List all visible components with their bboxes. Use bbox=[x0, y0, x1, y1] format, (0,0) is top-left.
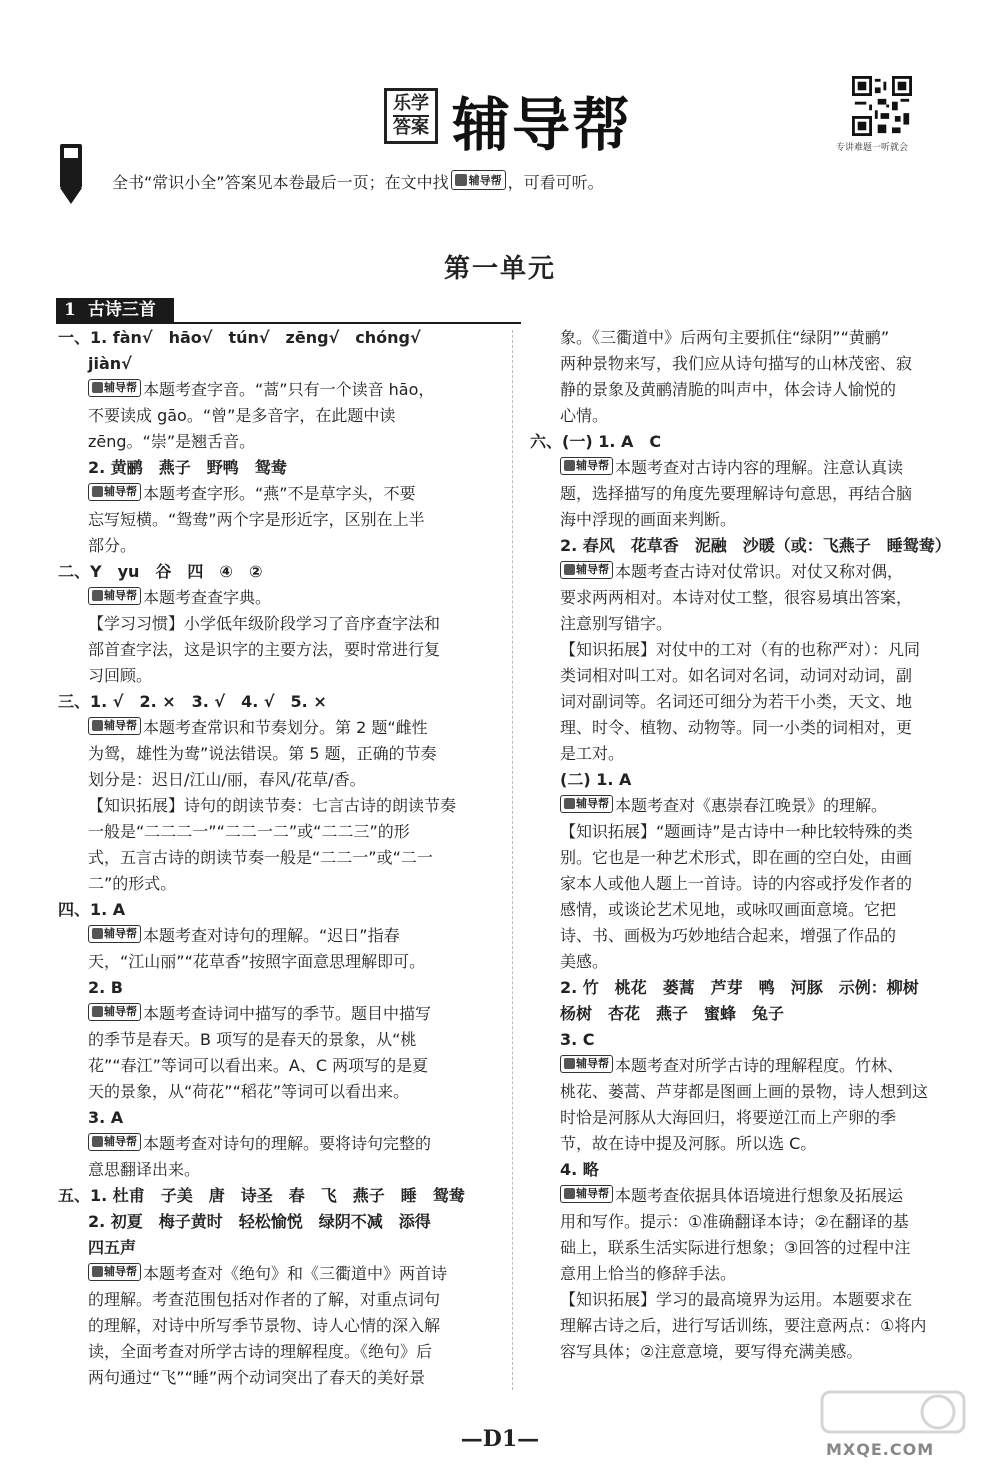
line-text: 两句通过“飞”“睡”两个动词突出了春天的美好景 bbox=[88, 1368, 426, 1387]
text-line bbox=[58, 455, 496, 481]
helper-badge-label: 辅导帮 bbox=[104, 484, 137, 498]
line-text: 一、1. fàn√ hāo√ tún√ zēng√ chóng√ bbox=[58, 328, 421, 347]
text-line bbox=[530, 715, 970, 741]
line-text: 类词相对叫工对。如名词对名词，动词对动词，副 bbox=[560, 666, 913, 685]
line-text: 【学习习惯】小学低年级阶段学习了音序查字法和 bbox=[88, 614, 441, 633]
line-text: 天，“江山丽”“花草香”按照字面意思理解即可。 bbox=[88, 952, 426, 971]
text-line bbox=[530, 923, 970, 949]
text-line bbox=[58, 1105, 496, 1131]
line-text: 【知识拓展】“题画诗”是古诗中一种比较特殊的类 bbox=[560, 822, 913, 841]
text-line bbox=[58, 975, 496, 1001]
text-line bbox=[530, 1183, 970, 1209]
text-line bbox=[530, 1209, 970, 1235]
text-line bbox=[530, 325, 970, 351]
line-text: 意思翻译出来。 bbox=[88, 1160, 201, 1179]
text-line bbox=[530, 975, 970, 1001]
speaker-icon bbox=[92, 720, 103, 731]
line-text: 五、1. 杜甫 子美 唐 诗圣 春 飞 燕子 睡 鸳鸯 bbox=[58, 1186, 465, 1205]
helper-badge[interactable] bbox=[560, 457, 613, 475]
line-text: 本题考查对诗句的理解。要将诗句完整的 bbox=[143, 1134, 432, 1153]
text-line bbox=[58, 819, 496, 845]
line-text: 【知识拓展】诗句的朗读节奏：七言古诗的朗读节奏 bbox=[88, 796, 457, 815]
text-line bbox=[58, 325, 496, 351]
text-line bbox=[530, 897, 970, 923]
text-line bbox=[58, 1079, 496, 1105]
line-text: 三、1. √ 2. × 3. √ 4. √ 5. × bbox=[58, 692, 327, 711]
text-line bbox=[58, 871, 496, 897]
line-text: 读，全面考查对所学古诗的理解程度。《绝句》后 bbox=[88, 1342, 433, 1361]
line-text: 二、Y yu 谷 四 ④ ② bbox=[58, 562, 263, 581]
helper-badge[interactable] bbox=[560, 561, 613, 579]
helper-badge-label: 辅导帮 bbox=[104, 926, 137, 940]
line-text: 题，选择描写的角度先要理解诗句意思，再结合脑 bbox=[560, 484, 913, 503]
helper-badge[interactable] bbox=[560, 1055, 613, 1073]
line-text: 2. 初夏 梅子黄时 轻松愉悦 绿阴不减 添得 bbox=[88, 1212, 431, 1231]
helper-badge-label: 辅导帮 bbox=[576, 562, 609, 576]
text-line bbox=[58, 1157, 496, 1183]
line-text: 理、时令、植物、动物等。同一小类的词相对，更 bbox=[560, 718, 913, 737]
line-text: 是工对。 bbox=[560, 744, 625, 763]
helper-badge-label: 辅导帮 bbox=[104, 1134, 137, 1148]
text-line bbox=[530, 403, 970, 429]
text-line bbox=[58, 923, 496, 949]
helper-badge-label: 辅导帮 bbox=[576, 1186, 609, 1200]
line-text: 象。《三衢道中》后两句主要抓住“绿阴”“黄鹂” bbox=[560, 328, 890, 347]
text-line bbox=[58, 429, 496, 455]
line-text: 家本人或他人题上一首诗。诗的内容或抒发作者的 bbox=[560, 874, 913, 893]
text-line bbox=[530, 1313, 970, 1339]
speaker-icon bbox=[92, 928, 103, 939]
brand-logo bbox=[384, 88, 438, 144]
line-text: 注意别写错字。 bbox=[560, 614, 673, 633]
pencil-icon bbox=[56, 140, 86, 206]
line-text: 础上，联系生活实际进行想象；③回答的过程中注 bbox=[560, 1238, 911, 1257]
text-line bbox=[530, 1053, 970, 1079]
line-text: 的理解，对诗中所写季节景物、诗人心情的深入解 bbox=[88, 1316, 441, 1335]
line-text: (二) 1. A bbox=[560, 770, 632, 789]
line-text: 时恰是河豚从大海回归，将要逆江而上产卵的季 bbox=[560, 1108, 897, 1127]
line-text: 本题考查对古诗内容的理解。注意认真读 bbox=[615, 458, 904, 477]
line-text: 为鸳，雄性为鸯”说法错误。第 5 题，正确的节奏 bbox=[88, 744, 437, 763]
speaker-icon bbox=[92, 1006, 103, 1017]
text-line bbox=[58, 481, 496, 507]
line-text: 节，故在诗中提及河豚。所以选 C。 bbox=[560, 1134, 817, 1153]
helper-badge[interactable] bbox=[88, 587, 141, 605]
text-line bbox=[58, 663, 496, 689]
helper-badge[interactable] bbox=[451, 170, 506, 190]
speaker-icon bbox=[92, 486, 103, 497]
line-text: jiàn√ bbox=[88, 354, 132, 373]
helper-badge-label: 辅导帮 bbox=[468, 174, 502, 187]
line-text: 要求两两相对。本诗对仗工整，很容易填出答案， bbox=[560, 588, 913, 607]
speaker-icon bbox=[92, 1266, 103, 1277]
text-line bbox=[58, 611, 496, 637]
notice-text-before: 全书“常识小全”答案见本卷最后一页；在文中找 bbox=[112, 173, 449, 192]
text-line bbox=[58, 559, 496, 585]
line-text: 本题考查诗词中描写的季节。题目中描写 bbox=[143, 1004, 432, 1023]
text-line bbox=[530, 663, 970, 689]
line-text: 3. A bbox=[88, 1108, 124, 1127]
page-title: 辅导帮 bbox=[452, 91, 633, 159]
text-line bbox=[530, 1027, 970, 1053]
text-line bbox=[530, 1235, 970, 1261]
line-text: 【知识拓展】学习的最高境界为运用。本题要求在 bbox=[560, 1290, 913, 1309]
line-text: 诗、书、画极为巧妙地结合起来，增强了作品的 bbox=[560, 926, 897, 945]
left-column bbox=[58, 325, 496, 1391]
line-text: 静的景象及黄鹂清脆的叫声中，体会诗人愉悦的 bbox=[560, 380, 897, 399]
line-text: 别。它也是一种艺术形式，即在画的空白处，由画 bbox=[560, 848, 913, 867]
helper-badge-label: 辅导帮 bbox=[104, 1004, 137, 1018]
text-line bbox=[58, 715, 496, 741]
text-line bbox=[58, 1053, 496, 1079]
qr-code-icon[interactable] bbox=[852, 76, 912, 136]
helper-badge[interactable] bbox=[560, 1185, 613, 1203]
text-line bbox=[530, 1287, 970, 1313]
text-line bbox=[58, 1209, 496, 1235]
line-text: 容写具体；②注意意境，要写得充满美感。 bbox=[560, 1342, 863, 1361]
text-line bbox=[530, 351, 970, 377]
line-text: 2. 竹 桃花 蒌蒿 芦芽 鸭 河豚 示例：柳树 bbox=[560, 978, 919, 997]
text-line bbox=[58, 845, 496, 871]
line-text: 3. C bbox=[560, 1030, 595, 1049]
text-line bbox=[58, 1001, 496, 1027]
text-line bbox=[58, 949, 496, 975]
text-line bbox=[530, 689, 970, 715]
line-text: 两种景物来写，我们应从诗句描写的山林茂密、寂 bbox=[560, 354, 913, 373]
text-line bbox=[58, 1235, 496, 1261]
page-number: —D1— bbox=[460, 1426, 540, 1452]
helper-badge[interactable] bbox=[88, 483, 141, 501]
helper-badge[interactable] bbox=[88, 925, 141, 943]
line-text: 词对副词等。名词还可细分为若干小类，天文、地 bbox=[560, 692, 913, 711]
text-line bbox=[530, 767, 970, 793]
speaker-icon bbox=[564, 1058, 575, 1069]
line-text: 一般是“二二二一”“二二一二”或“二二三”的形 bbox=[88, 822, 410, 841]
line-text: 划分是：迟日/江山/丽，春风/花草/香。 bbox=[88, 770, 366, 789]
text-line bbox=[530, 793, 970, 819]
text-line bbox=[58, 507, 496, 533]
line-text: 式，五言古诗的朗读节奏一般是“二二一”或“二一 bbox=[88, 848, 433, 867]
text-line bbox=[530, 871, 970, 897]
line-text: 2. 黄鹂 燕子 野鸭 鸳鸯 bbox=[88, 458, 287, 477]
line-text: 理解古诗之后，进行写话训练，要注意两点：①将内 bbox=[560, 1316, 927, 1335]
helper-badge-label: 辅导帮 bbox=[104, 588, 137, 602]
notice-line bbox=[112, 170, 604, 193]
line-text: 【知识拓展】对仗中的工对（有的也称严对）：凡同 bbox=[560, 640, 921, 659]
text-line bbox=[530, 845, 970, 871]
text-line bbox=[58, 1183, 496, 1209]
text-line bbox=[530, 429, 970, 455]
logo-top-text: 乐学 bbox=[393, 93, 429, 114]
line-text: 六、(一) 1. A C bbox=[530, 432, 662, 451]
line-text: 本题考查字音。“蒿”只有一个读音 hāo， bbox=[143, 380, 435, 399]
speaker-icon bbox=[564, 798, 575, 809]
text-line bbox=[58, 741, 496, 767]
watermark-text: MXQE.COM bbox=[826, 1440, 935, 1459]
text-line bbox=[58, 793, 496, 819]
text-line bbox=[530, 1131, 970, 1157]
text-line bbox=[58, 1287, 496, 1313]
line-text: 4. 略 bbox=[560, 1160, 599, 1179]
text-line bbox=[530, 377, 970, 403]
text-line bbox=[58, 533, 496, 559]
text-line bbox=[58, 1131, 496, 1157]
text-line bbox=[58, 767, 496, 793]
lesson-title: 古诗三首 bbox=[87, 300, 156, 320]
line-text: 二”的形式。 bbox=[88, 874, 177, 893]
text-line bbox=[530, 1339, 970, 1365]
line-text: 忘写短横。“鸳鸯”两个字是形近字，区别在上半 bbox=[88, 510, 425, 529]
helper-badge-label: 辅导帮 bbox=[576, 796, 609, 810]
speaker-icon bbox=[564, 1188, 575, 1199]
line-text: 的季节是春天。B 项写的是春天的景象，从“桃 bbox=[88, 1030, 417, 1049]
text-line bbox=[530, 455, 970, 481]
line-text: 本题考查对所学古诗的理解程度。竹林、 bbox=[615, 1056, 904, 1075]
speaker-icon bbox=[92, 590, 103, 601]
line-text: 本题考查查字典。 bbox=[143, 588, 272, 607]
text-line bbox=[530, 1261, 970, 1287]
helper-badge-label: 辅导帮 bbox=[104, 1264, 137, 1278]
line-text: 天的景象，从“荷花”“稻花”等词可以看出来。 bbox=[88, 1082, 410, 1101]
text-line bbox=[530, 559, 970, 585]
helper-badge-label: 辅导帮 bbox=[104, 718, 137, 732]
line-text: 2. B bbox=[88, 978, 123, 997]
line-text: 用和写作。提示：①准确翻译本诗；②在翻译的基 bbox=[560, 1212, 909, 1231]
helper-badge[interactable] bbox=[88, 1003, 141, 1021]
text-line bbox=[530, 533, 970, 559]
line-text: 本题考查对《绝句》和《三衢道中》两首诗 bbox=[143, 1264, 448, 1283]
line-text: 四、1. A bbox=[58, 900, 126, 919]
unit-title: 第一单元 bbox=[443, 254, 556, 284]
line-text: 四五声 bbox=[88, 1238, 137, 1257]
speaker-icon bbox=[564, 564, 575, 575]
helper-badge[interactable] bbox=[88, 1263, 141, 1281]
right-column bbox=[530, 325, 970, 1365]
speaker-icon bbox=[455, 174, 467, 186]
text-line bbox=[58, 1313, 496, 1339]
text-line bbox=[58, 351, 496, 377]
helper-badge-label: 辅导帮 bbox=[576, 1056, 609, 1070]
text-line bbox=[58, 689, 496, 715]
text-line bbox=[530, 1001, 970, 1027]
lesson-heading bbox=[56, 298, 174, 322]
text-line bbox=[530, 1157, 970, 1183]
qr-caption: 专讲难题一听就会 bbox=[836, 143, 909, 153]
text-line bbox=[530, 949, 970, 975]
helper-badge-label: 辅导帮 bbox=[104, 380, 137, 394]
line-text: 意用上恰当的修辞手法。 bbox=[560, 1264, 737, 1283]
text-line bbox=[58, 377, 496, 403]
line-text: 部首查字法，这是识字的主要方法，要时常进行复 bbox=[88, 640, 441, 659]
text-line bbox=[58, 1339, 496, 1365]
text-line bbox=[530, 819, 970, 845]
line-text: 杨树 杏花 燕子 蜜蜂 兔子 bbox=[560, 1004, 785, 1023]
text-line bbox=[58, 1365, 496, 1391]
text-line bbox=[530, 1079, 970, 1105]
text-line bbox=[530, 481, 970, 507]
line-text: 本题考查古诗对仗常识。对仗又称对偶， bbox=[615, 562, 904, 581]
line-text: 不要读成 gāo。“曾”是多音字，在此题中读 bbox=[88, 406, 396, 425]
helper-badge[interactable] bbox=[88, 717, 141, 735]
text-line bbox=[530, 611, 970, 637]
text-line bbox=[530, 741, 970, 767]
line-text: 桃花、蒌蒿、芦芽都是图画上画的景物，诗人想到这 bbox=[560, 1082, 929, 1101]
text-line bbox=[58, 897, 496, 923]
helper-badge[interactable] bbox=[560, 795, 613, 813]
text-line bbox=[530, 1105, 970, 1131]
column-divider bbox=[512, 330, 514, 1390]
line-text: 本题考查字形。“燕”不是草字头，不要 bbox=[143, 484, 416, 503]
text-line bbox=[58, 403, 496, 429]
helper-badge-label: 辅导帮 bbox=[576, 458, 609, 472]
speaker-icon bbox=[92, 382, 103, 393]
speaker-icon bbox=[92, 1136, 103, 1147]
lesson-number: 1 bbox=[64, 300, 76, 320]
line-text: 习回顾。 bbox=[88, 666, 153, 685]
logo-bottom-text: 答案 bbox=[393, 117, 429, 138]
helper-badge[interactable] bbox=[88, 379, 141, 397]
line-text: 2. 春风 花草香 泥融 沙暖（或：飞燕子 睡鸳鸯） bbox=[560, 536, 951, 555]
speaker-icon bbox=[564, 460, 575, 471]
line-text: 本题考查常识和节奏划分。第 2 题“雌性 bbox=[143, 718, 428, 737]
line-text: 本题考查对《惠崇春江晚景》的理解。 bbox=[615, 796, 888, 815]
text-line bbox=[530, 585, 970, 611]
line-text: 花”“春江”等词可以看出来。A、C 两项写的是夏 bbox=[88, 1056, 429, 1075]
text-line bbox=[530, 637, 970, 663]
line-text: 海中浮现的画面来判断。 bbox=[560, 510, 737, 529]
line-text: 部分。 bbox=[88, 536, 137, 555]
text-line bbox=[58, 1261, 496, 1287]
lesson-rule bbox=[56, 322, 521, 324]
text-line bbox=[58, 637, 496, 663]
text-line bbox=[58, 1027, 496, 1053]
line-text: 感情，或谈论艺术见地，或咏叹画面意境。它把 bbox=[560, 900, 897, 919]
line-text: zēng。“崇”是翘舌音。 bbox=[88, 432, 256, 451]
notice-text-after: ，可看可听。 bbox=[507, 173, 604, 192]
line-text: 本题考查依据具体语境进行想象及拓展运 bbox=[615, 1186, 904, 1205]
text-line bbox=[58, 585, 496, 611]
text-line bbox=[530, 507, 970, 533]
line-text: 美感。 bbox=[560, 952, 609, 971]
line-text: 心情。 bbox=[560, 406, 609, 425]
line-text: 的理解。考查范围包括对作者的了解，对重点词句 bbox=[88, 1290, 441, 1309]
line-text: 本题考查对诗句的理解。“迟日”指春 bbox=[143, 926, 400, 945]
helper-badge[interactable] bbox=[88, 1133, 141, 1151]
